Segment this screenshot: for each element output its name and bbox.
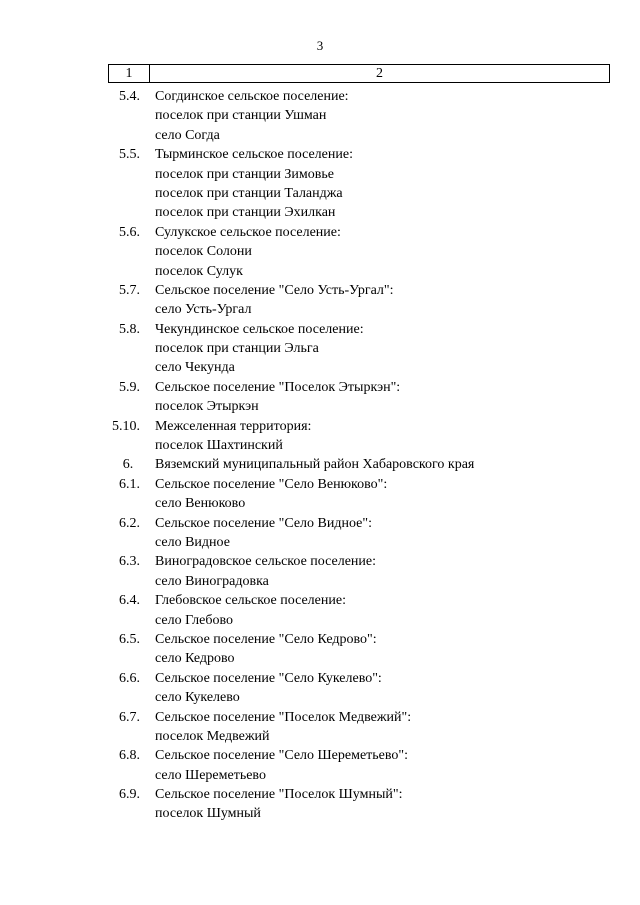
item-locality-line: село Шереметьево [155,767,266,783]
item-heading-line: Сельское поселение "Село Усть-Ургал": [155,282,394,298]
item-locality-line: поселок Шумный [155,806,261,822]
item-locality-line: поселок Шахтинский [155,438,283,454]
item-heading-line: Чекундинское сельское поселение: [155,321,364,337]
item-heading-line: Сулукское сельское поселение: [155,224,341,240]
item-heading-line: Вяземский муниципальный район Хабаровского края [155,457,475,473]
item-text [155,708,610,747]
table-header [108,64,610,83]
item-text [155,552,610,591]
item-locality-line: поселок при станции Эльга [155,341,319,357]
item-number: 6.2. [119,515,140,531]
item-locality-line: поселок Медвежий [155,728,270,744]
item-locality-line: село Кедрово [155,651,235,667]
item-text [155,475,610,514]
item-locality-line: поселок при станции Ушман [155,108,327,124]
item-number: 6.3. [119,554,140,570]
column-2-header: 2 [150,65,610,83]
item-locality-line: село Усть-Ургал [155,302,252,318]
item-number: 5.6. [119,224,140,240]
list-item [108,320,610,378]
item-text [155,630,610,669]
item-heading-line: Сельское поселение "Поселок Этыркэн": [155,379,401,395]
item-locality-line: село Видное [155,534,230,550]
column-1-header: 1 [109,65,150,83]
page-number: 3 [316,38,324,53]
item-text [155,591,610,630]
item-number: 5.8. [119,321,140,337]
item-text [155,669,610,708]
item-number: 5.9. [119,379,140,395]
item-number: 5.5. [119,147,140,163]
item-number: 6. [122,457,134,473]
item-number: 5.7. [119,282,140,298]
item-heading-line: Виноградовское сельское поселение: [155,554,377,570]
item-locality-line: село Кукелево [155,690,240,706]
item-number: 6.7. [119,709,140,725]
item-heading-line: Тырминское сельское поселение: [155,147,353,163]
item-locality-line: поселок при станции Таланджа [155,185,343,201]
list-item [108,87,610,145]
item-text [155,223,610,281]
item-locality-line: село Согда [155,127,220,143]
item-heading-line: Сельское поселение "Село Шереметьево": [155,748,409,764]
settlement-list [108,87,610,824]
item-number: 6.1. [119,476,140,492]
item-text [155,417,610,456]
item-number: 5.10. [112,418,140,434]
list-item [108,145,610,223]
list-item [108,378,610,417]
item-locality-line: поселок Этыркэн [155,399,259,415]
item-locality-line: село Венюково [155,496,246,512]
list-item [108,514,610,553]
item-locality-line: поселок Солони [155,244,252,260]
list-item [108,552,610,591]
item-text [155,281,610,320]
item-heading-line: Сельское поселение "Село Кукелево": [155,670,382,686]
item-text [155,746,610,785]
item-heading-line: Глебовское сельское поселение: [155,593,346,609]
item-locality-line: село Виноградовка [155,573,269,589]
list-item [108,708,610,747]
item-locality-line: село Чекунда [155,360,235,376]
item-number: 6.5. [119,631,140,647]
item-heading-line: Сельское поселение "Село Венюково": [155,476,388,492]
list-item [108,785,610,824]
item-heading-line: Межселенная территория: [155,418,312,434]
item-number: 6.6. [119,670,140,686]
list-item [108,417,610,456]
table-header-row [109,65,610,83]
list-item [108,281,610,320]
list-item [108,591,610,630]
list-item [108,746,610,785]
item-locality-line: поселок Сулук [155,263,243,279]
item-text [155,455,610,474]
list-item [108,223,610,281]
item-text [155,785,610,824]
item-text [155,87,610,145]
item-number: 5.4. [119,89,140,104]
list-item [108,669,610,708]
item-heading-line: Сельское поселение "Село Видное": [155,515,372,531]
list-item [108,455,610,474]
item-heading-line: Сельское поселение "Село Кедрово": [155,631,377,647]
item-heading-line: Сельское поселение "Поселок Медвежий": [155,709,412,725]
list-item [108,475,610,514]
item-locality-line: поселок при станции Зимовье [155,166,334,182]
item-locality-line: село Глебово [155,612,233,628]
item-text [155,378,610,417]
item-heading-line: Сельское поселение "Поселок Шумный": [155,787,403,803]
item-locality-line: поселок при станции Эхилкан [155,205,336,221]
item-number: 6.8. [119,748,140,764]
item-text [155,145,610,223]
item-number: 6.4. [119,593,140,609]
item-number: 6.9. [119,787,140,803]
item-heading-line: Согдинское сельское поселение: [155,89,349,104]
list-item [108,630,610,669]
item-text [155,514,610,553]
item-text [155,320,610,378]
